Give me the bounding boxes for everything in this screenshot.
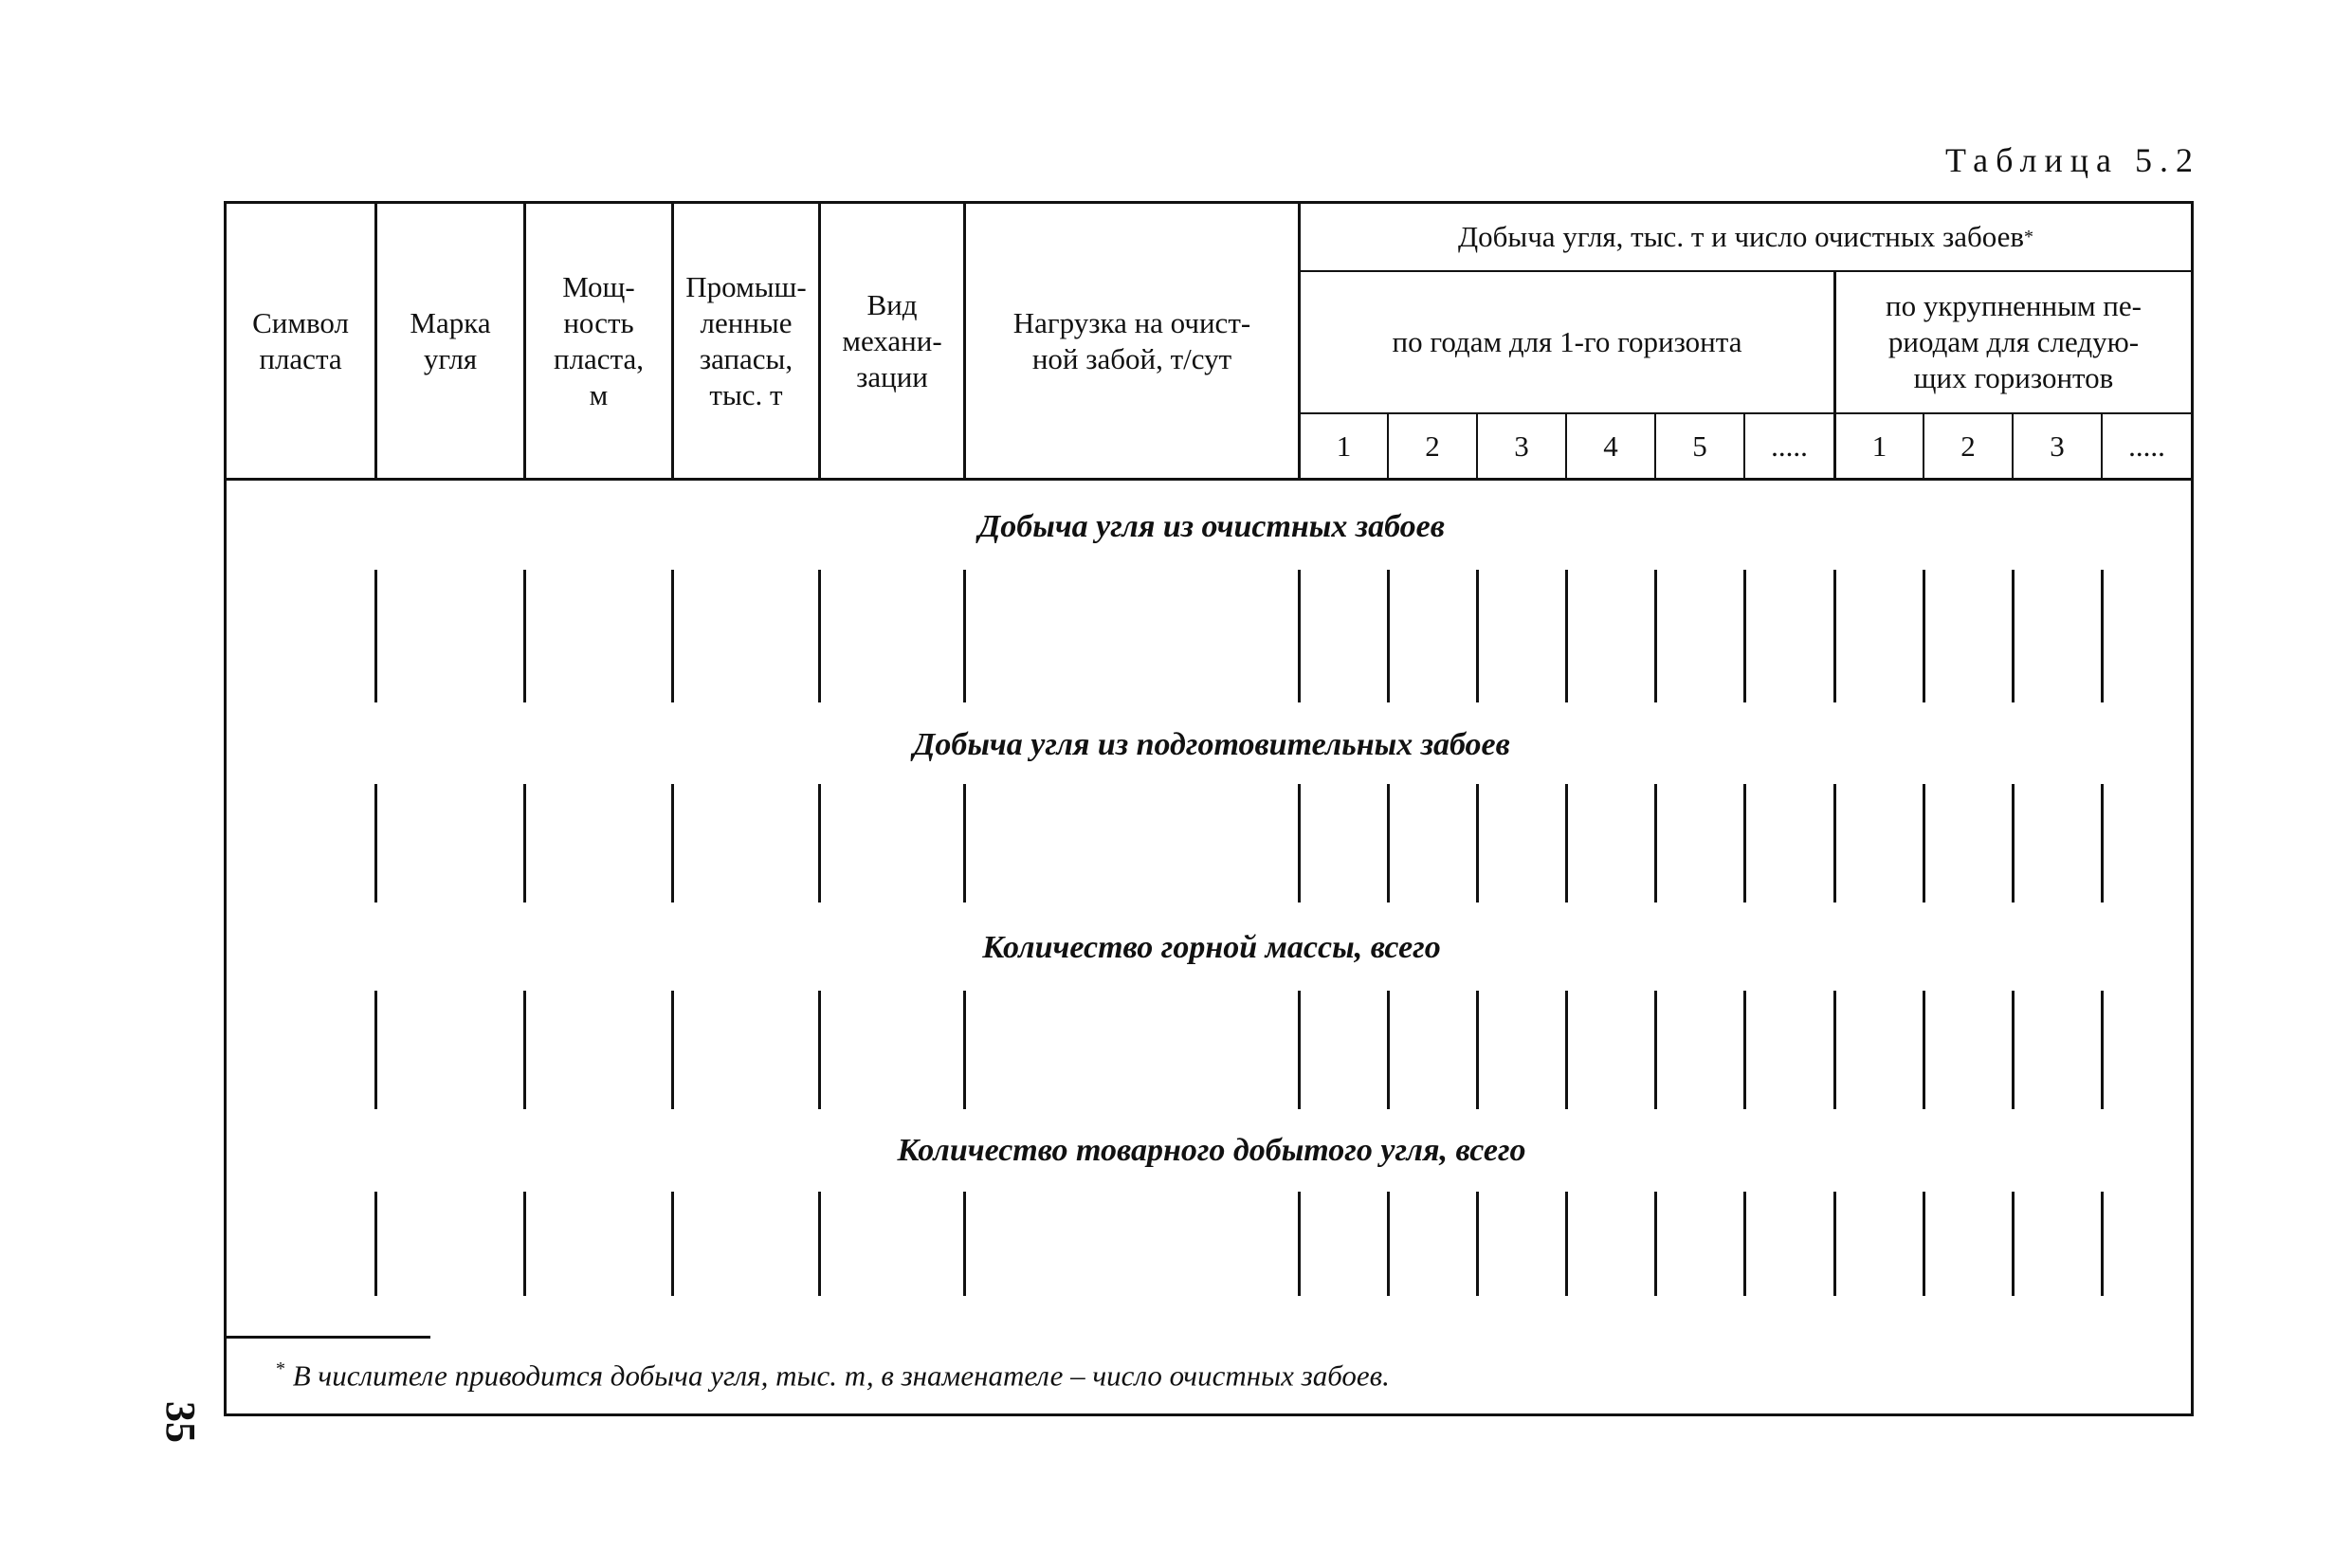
footnote-mark: * [276, 1358, 285, 1379]
header-bottom-rule [227, 478, 2191, 481]
column-stub [374, 991, 377, 1109]
table [224, 201, 2194, 1416]
period-number: 3 [2050, 428, 2065, 463]
column-stub [1298, 1192, 1301, 1296]
column-stub [1298, 784, 1301, 903]
column-stub [1923, 570, 1925, 702]
column-stub [1833, 1192, 1836, 1296]
column-stub [1923, 991, 1925, 1109]
column-stub [1565, 1192, 1568, 1296]
header-production-text: Добыча угля, тыс. т и число очистных забоев [1457, 220, 2025, 253]
column-stub [1565, 991, 1568, 1109]
column-stub [1743, 784, 1746, 903]
year-number: 3 [1514, 428, 1529, 463]
column-stub [671, 570, 674, 702]
header-mechanization: Вид механи- зации [842, 287, 942, 393]
column-stub [1387, 570, 1390, 702]
column-stub [374, 784, 377, 903]
column-stub [1476, 784, 1479, 903]
column-stub [818, 570, 821, 702]
column-stub [523, 991, 526, 1109]
year-number: 2 [1425, 428, 1440, 463]
column-stub [1387, 991, 1390, 1109]
column-stub [2012, 570, 2015, 702]
column-stub [1833, 784, 1836, 903]
column-stub [1833, 570, 1836, 702]
section-title: Добыча угля из подготовительных забоев [913, 727, 1510, 762]
column-stub [963, 991, 966, 1109]
column-stub [1833, 991, 1836, 1109]
period-number: 1 [1871, 428, 1887, 463]
header-production [1301, 204, 2191, 270]
header-reserves: Промыш- ленные запасы, тыс. т [685, 269, 807, 411]
header-by-years: по годам для 1-го горизонта [1392, 325, 1742, 358]
column-stub [1476, 570, 1479, 702]
footnote-rule [227, 1336, 430, 1339]
year-ellipsis: ..... [1771, 428, 1808, 463]
column-stub [1743, 570, 1746, 702]
header-load: Нагрузка на очист- ной забой, т/сут [1012, 305, 1251, 375]
column-stub [1298, 570, 1301, 702]
column-stub [2012, 1192, 2015, 1296]
column-stub [1387, 1192, 1390, 1296]
period-ellipsis: ..... [2128, 428, 2165, 463]
page-number: 35 [157, 1401, 204, 1443]
column-stub [523, 784, 526, 903]
column-stub [2012, 784, 2015, 903]
column-stub [374, 570, 377, 702]
section-title: Добыча угля из очистных забоев [978, 509, 1445, 544]
column-stub [963, 570, 966, 702]
table-caption: Таблица 5.2 [1945, 141, 2200, 179]
column-stub [671, 784, 674, 903]
section-title: Количество горной массы, всего [982, 930, 1441, 965]
column-stub [1654, 784, 1657, 903]
column-stub [1298, 991, 1301, 1109]
column-stub [1654, 570, 1657, 702]
column-stub [1743, 991, 1746, 1109]
column-stub [2101, 991, 2104, 1109]
column-stub [1476, 1192, 1479, 1296]
column-stub [1565, 784, 1568, 903]
column-stub [1654, 991, 1657, 1109]
column-stub [671, 991, 674, 1109]
header-thickness: Мощ- ность пласта, м [553, 269, 644, 411]
column-stub [2101, 1192, 2104, 1296]
section-title: Количество товарного добытого угля, всего [897, 1133, 1526, 1168]
column-stub [671, 1192, 674, 1296]
column-stub [1923, 1192, 1925, 1296]
column-stub [374, 1192, 377, 1296]
period-number: 2 [1960, 428, 1976, 463]
column-stub [1565, 570, 1568, 702]
column-stub [2101, 784, 2104, 903]
column-stub [1476, 991, 1479, 1109]
year-number: 1 [1336, 428, 1352, 463]
footnote-text: В числителе приводится добыча угля, тыс. т, в знаменателе – число очистных забоев. [285, 1358, 1390, 1393]
header-symbol: Символ пласта [252, 305, 349, 375]
column-stub [1743, 1192, 1746, 1296]
column-stub [818, 1192, 821, 1296]
column-stub [1923, 784, 1925, 903]
header-brand: Марка угля [410, 305, 491, 375]
header-by-periods: по укрупненным пе- риодам для следую- щих горизонтов [1886, 289, 2142, 394]
column-stub [2012, 991, 2015, 1109]
column-stub [523, 1192, 526, 1296]
column-stub [1387, 784, 1390, 903]
column-stub [818, 991, 821, 1109]
column-stub [1654, 1192, 1657, 1296]
column-stub [963, 784, 966, 903]
column-stub [963, 1192, 966, 1296]
year-number: 4 [1603, 428, 1618, 463]
year-number: 5 [1692, 428, 1707, 463]
footnote [276, 1358, 1390, 1393]
column-stub [818, 784, 821, 903]
footnote-marker: * [2024, 227, 2034, 247]
column-stub [523, 570, 526, 702]
column-stub [2101, 570, 2104, 702]
